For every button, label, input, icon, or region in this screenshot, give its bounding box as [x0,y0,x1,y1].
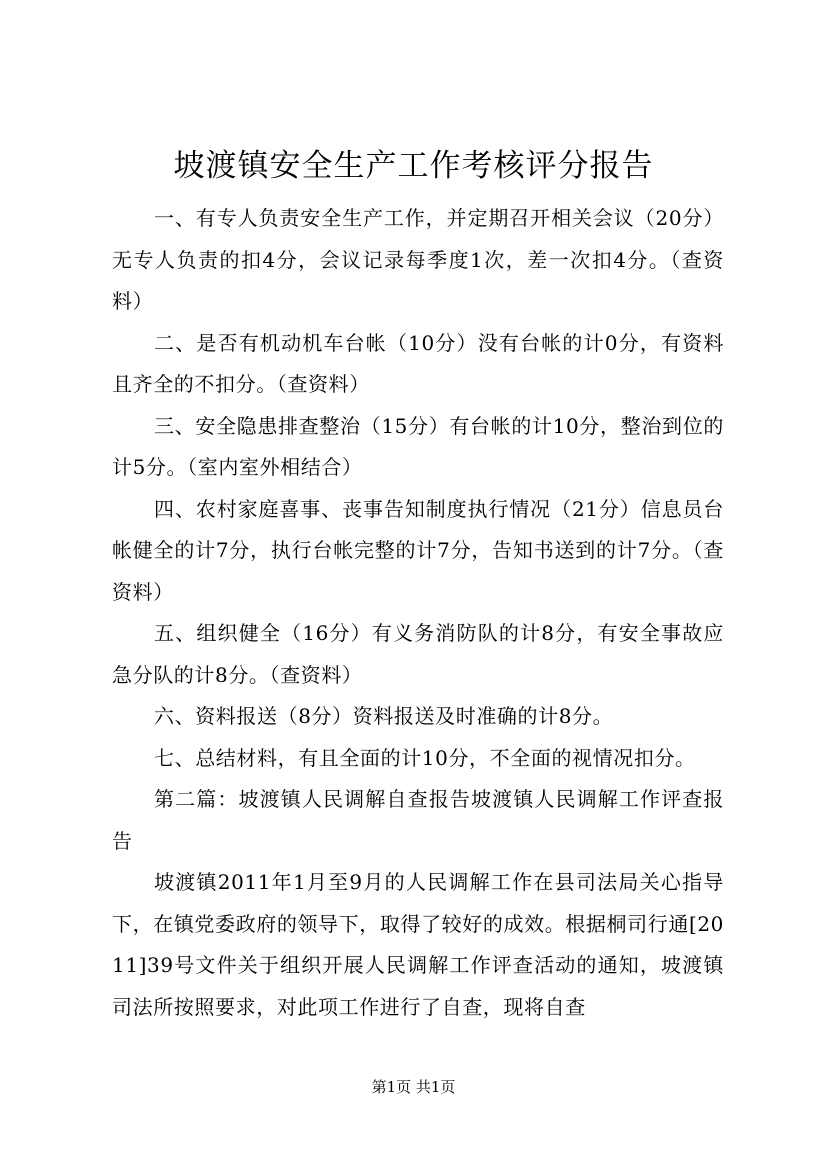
paragraph-item-7: 七、总结材料，有且全面的计10分，不全面的视情况扣分。 [154,745,696,770]
paragraph-item-6: 六、资料报送（8分）资料报送及时准确的计8分。 [154,704,614,728]
paragraph-item-2: 二、是否有机动机车台帐（10分）没有台帐的计0分，有资料且齐全的不扣分。（查资料） [112,330,724,396]
document-title: 坡渡镇安全生产工作考核评分报告 [173,148,654,184]
section-heading-part-two: 第二篇：坡渡镇人民调解自查报告坡渡镇人民调解工作评查报告 [112,787,724,853]
page-footer [0,1077,827,1097]
paragraph-report-intro: 坡渡镇2011年1月至9月的人民调解工作在县司法局关心指导下，在镇党委政府的领导下，取得了较好的成效。根据桐司行通[2011]39号文件关于组织开展人民调解工作评查活动的通知，坡渡镇司法所按照要求，对此项工作进行了自查，现将自查 [112,870,724,1019]
paragraph-item-5: 五、组织健全（16分）有义务消防队的计8分，有安全事故应急分队的计8分。（查资料） [112,621,724,687]
paragraph-item-3: 三、安全隐患排查整治（15分）有台帐的计10分，整治到位的计5分。（室内室外相结合） [112,413,724,479]
page-number-label: 第1页 共1页 [371,1078,456,1096]
paragraph-item-4: 四、农村家庭喜事、丧事告知制度执行情况（21分）信息员台帐健全的计7分，执行台帐完整的计7分，告知书送到的计7分。（查资料） [112,496,724,604]
document-body [112,198,724,1028]
paragraph-item-1: 一、有专人负责安全生产工作，并定期召开相关会议（20分）无专人负责的扣4分，会议记录每季度1次，差一次扣4分。（查资料） [112,206,724,313]
